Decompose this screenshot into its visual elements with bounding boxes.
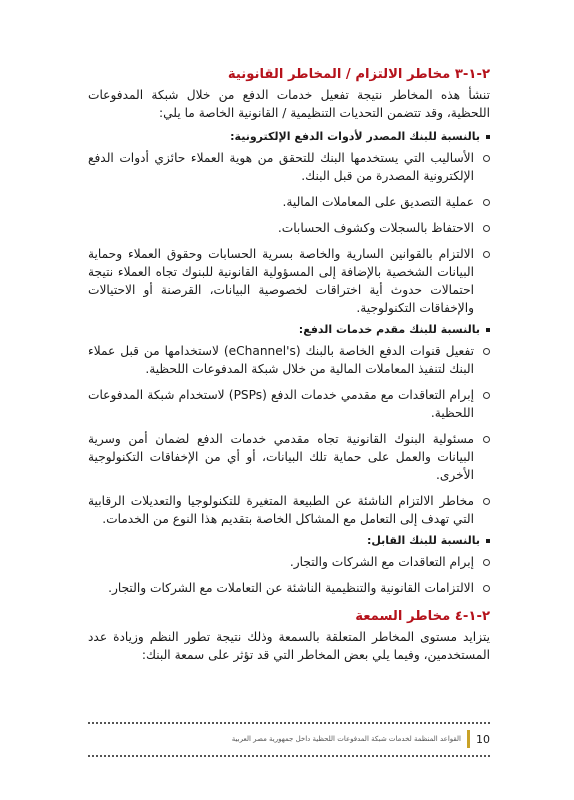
footer-document-title: القواعد المنظمة لخدمات شبكة المدفوعات اللحظية داخل جمهورية مصر العربية xyxy=(231,735,461,743)
list-item-text: عملية التصديق على المعاملات المالية. xyxy=(282,195,474,209)
list-item xyxy=(88,149,490,185)
list-acquiring-bank xyxy=(88,553,490,597)
circle-bullet-icon xyxy=(483,348,490,355)
list-item-text: إبرام التعاقدات مع الشركات والتجار. xyxy=(289,555,474,569)
list-item-text: الالتزام بالقوانين السارية والخاصة بسرية الحسابات وحقوق العملاء وحماية البيانات الشخصية بالإضافة إلى المسؤولية القانونية للبنوك تجاه العملاء نتيجة احتمالات حدوث أية اختراقات لخصوصية البيانات، القرصنة أو الاحتيالات والإخفاقات التكنولوجية. xyxy=(88,247,474,315)
list-item-text: إبرام التعاقدات مع مقدمي خدمات الدفع (PSPs) لاستخدام شبكة المدفوعات اللحظية. xyxy=(88,388,474,420)
page-footer xyxy=(88,722,490,758)
circle-bullet-icon xyxy=(483,155,490,162)
list-item-text: الأساليب التي يستخدمها البنك للتحقق من هوية العملاء حائزي أدوات الدفع الإلكترونية المصدرة من قبل البنك. xyxy=(88,151,474,183)
list-item xyxy=(88,342,490,378)
circle-bullet-icon xyxy=(483,251,490,258)
list-item xyxy=(88,430,490,484)
square-bullet-icon xyxy=(486,328,490,332)
list-item xyxy=(88,386,490,422)
subsection-title-issuing-bank xyxy=(88,129,490,145)
subsection-title-psp-bank xyxy=(88,322,490,338)
circle-bullet-icon xyxy=(483,559,490,566)
list-item xyxy=(88,219,490,237)
list-item-text: تفعيل قنوات الدفع الخاصة بالبنك (eChannel's) لاستخدامها من قبل عملاء البنك لتنفيذ المعاملات المالية من خلال شبكة المدفوعات اللحظية. xyxy=(88,344,474,376)
section-intro-paragraph: يتزايد مستوى المخاطر المتعلقة بالسمعة وذلك نتيجة تطور النظم وزيادة عدد المستخدمين، وفيما يلي بعض المخاطر التي قد تؤثر على سمعة البنك: xyxy=(88,630,490,662)
page-number: 10 xyxy=(476,732,490,746)
section-heading-reputation-risk: ٢-١-٤ مخاطر السمعة xyxy=(355,609,490,624)
circle-bullet-icon xyxy=(483,436,490,443)
list-issuing-bank xyxy=(88,149,490,317)
footer-divider xyxy=(88,755,490,757)
list-psp-bank xyxy=(88,342,490,528)
subsection-title-text: بالنسبة للبنك القابل: xyxy=(366,534,480,547)
page-content xyxy=(88,66,490,664)
list-item xyxy=(88,245,490,317)
section-heading-compliance-risk: ٢-١-٣ مخاطر الالتزام / المخاطر القانونية xyxy=(227,67,490,82)
section-intro-paragraph: تنشأ هذه المخاطر نتيجة تفعيل خدمات الدفع من خلال شبكة المدفوعات اللحظية، وقد تتضمن التحديات التنظيمية / القانونية الخاصة ما يلي: xyxy=(88,88,490,120)
list-item xyxy=(88,193,490,211)
subsection-title-text: بالنسبة للبنك مقدم خدمات الدفع: xyxy=(298,323,480,336)
circle-bullet-icon xyxy=(483,585,490,592)
list-item-text: الالتزامات القانونية والتنظيمية الناشئة عن التعاملات مع الشركات والتجار. xyxy=(108,581,474,595)
circle-bullet-icon xyxy=(483,199,490,206)
list-item xyxy=(88,579,490,597)
list-item-text: مسئولية البنوك القانونية تجاه مقدمي خدمات الدفع لضمان أمن وسرية البيانات والعمل على حماية تلك البيانات، أو أي من الإخفاقات التكنولوجية الأخرى. xyxy=(88,432,474,482)
list-item xyxy=(88,492,490,528)
subsection-title-text: بالنسبة للبنك المصدر لأدوات الدفع الإلكترونية: xyxy=(230,130,480,143)
footer-divider xyxy=(88,722,490,724)
square-bullet-icon xyxy=(486,135,490,139)
footer-row xyxy=(88,728,490,750)
circle-bullet-icon xyxy=(483,225,490,232)
list-item-text: الاحتفاظ بالسجلات وكشوف الحسابات. xyxy=(277,221,474,235)
footer-accent-bar xyxy=(467,730,470,748)
circle-bullet-icon xyxy=(483,392,490,399)
square-bullet-icon xyxy=(486,539,490,543)
subsection-title-acquiring-bank xyxy=(88,533,490,549)
circle-bullet-icon xyxy=(483,498,490,505)
list-item-text: مخاطر الالتزام الناشئة عن الطبيعة المتغيرة للتكنولوجيا والتعديلات الرقابية التي تهدف إلى التعامل مع المشاكل الخاصة بتقديم هذا النوع من الخدمات. xyxy=(88,494,474,526)
list-item xyxy=(88,553,490,571)
